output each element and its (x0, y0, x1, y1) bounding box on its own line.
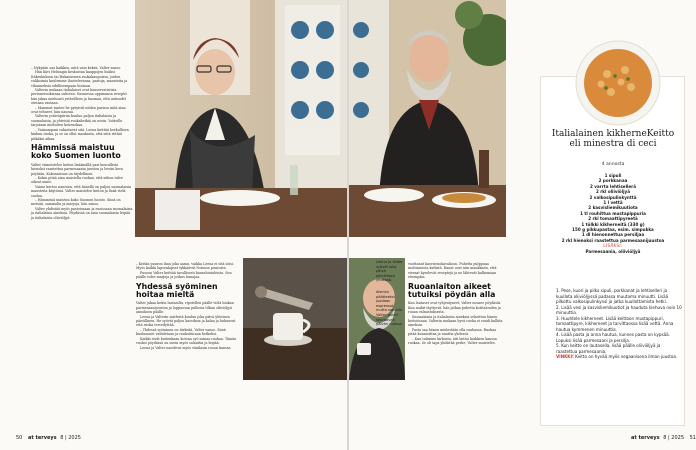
paragraph: Valterin ystäväpiiriin kuuluu paljon italialaisia ja suomalaisia, ja yhteisiä ruokahetkiä on usein. Ystäville tarjotaan mieluiten kotiruokaa. (31, 114, 123, 128)
section-heading: Hämmissä maistuu koko Suomen luonto (31, 142, 121, 161)
soup-bowl-image (573, 40, 663, 126)
right-footer (631, 435, 696, 441)
man-photo-image (349, 0, 506, 237)
tip-label: VINKKI! (556, 354, 574, 359)
paragraph: – Keitän puuron ihan joka aamu, vaikka Leena ei sitä söisi. Myös kaikki lapsenlapset tykkäävät Nonnon puurosta. (136, 262, 235, 271)
issue-number: 8 | 2025 (663, 435, 685, 441)
ingredient-item: 1 l vettä (603, 200, 623, 206)
left-page (0, 0, 347, 450)
paragraph: Puuron Valter keittää tavallisesti kaurahiutaleista. Sen päälle tulee marjoja ja joskus hunajaa. (136, 270, 232, 280)
paragraph: – Mammat tuntee he pysyivät niiden parissa mitä aina ovat tehneet, hän nauraa. (31, 105, 126, 115)
ingredient-item: 150 g pikkupastaa, esim. simpukka (572, 227, 654, 233)
photo-caption: Leena ja Valter syövät joka päivä päivällisen yhdessä. (376, 260, 403, 283)
paragraph: Kun lautaset ovat tyhjentyneet, Valter nousee pöydästä. Kun mukit täyttyvät, hän jatkaa puhetta kotitalouden ja ruoan valmistuksesta. (408, 301, 502, 315)
ingredient-item: 1 tölkki kikherneitä (330 g) (581, 221, 645, 227)
ingredient-list (550, 173, 676, 254)
ingredient-item: 1 dl hienonnettua persiljaa (581, 232, 645, 238)
right-column-1 (408, 262, 504, 346)
paragraph: – Hämmissä maistuu koko Suomen luonto. Siinä on metsää, sammalta ja marjoja, hän sanoo. (31, 197, 121, 207)
recipe-step: 4. Lisää pasta ja anna hautua, kunnes pasta on kypsää. Lopuksi lisää parmesaani ja persilja. (556, 332, 670, 343)
recipe-tip (556, 354, 682, 360)
paragraph: Leena ja Valterin mielestä kuuluu joka päivä yhteinen päivällinen. He syövät paljon kasviksia ja kalaa ja huhuavat että ruoka tervedyttää. (136, 314, 236, 328)
paragraph: Pasta saa hänen mielestään olla rauhassa. Ruokaa pitää kunnioittaa ja nauttia yhdessä. (408, 327, 497, 337)
paragraph: – Yhdessä syöminen on tärkeää, Valter sanoo. Siinä kuulumiset vaihdetaan ja rauhoitutaan hetkeksi. (136, 327, 226, 337)
paragraph: Valter jakaa kotiin laatasilta, ripotellen päälle vielä hiukan parmesaanijuustoa ja loppuosan pullosta tilkan oliiviöljyä annoksen päälle. (136, 301, 234, 315)
paragraph: Vaimo kertoo nauraen, että hänellä on paljon suomalaisia mausteita käytössä. Valter maistelee keiton ja lisää vielä suolaa. (31, 184, 132, 198)
left-column-2 (136, 262, 239, 350)
paragraph: Leena ja Valter nauttivat myös viinilasin ruoan kanssa. (140, 345, 232, 350)
espresso-photo (243, 258, 347, 380)
man-photo (349, 0, 506, 237)
espresso-photo-image (243, 258, 347, 380)
magazine-name: at terveys (631, 435, 660, 441)
recipe-step: 3. Huuhtele kikherneet. Lisää keittoon mustapippuri, tomaattipyre, kikherneet ja tarvittaessa lisää vettä. Anna hautua kymmenen minuuttia. (556, 315, 674, 332)
paragraph: Valterin mukaan italialaiset ovat konservatiivisia perinneruokiensa suhteen. Suomessa oppimansa reseptit hän jakaa mieluusti ystävilleen ja huomaa, että uutuudet otetaan vastaan. (31, 88, 127, 106)
recipe-step: 1. Pese, kuori ja pilko sipuli, porkkanat ja lehtiselleri ja kuullota oliiviöljyssä padassa muutama minuutti. Lisää pilkottu valkosipulinkynsi ja jatka kuullottamista hetki. (556, 288, 669, 304)
recipe-servings: 4 annosta (601, 162, 625, 167)
paragraph: Valter viimeistelee keiton lisäämällä pari kourallista hienoksi raastettua parmesaania juuston ja leivän kera pöytään. Kokonaisuus on täydellinen. (31, 162, 123, 176)
ingredient-item: 1 tl rouhittua mustapippuria (580, 210, 646, 216)
paragraph: – Vaimompani rakastavat sitä. Leena keittää herkullisen kinkun ruoka, ja se on ollut maukasta, että siitä riittää pitkäksi aikaa. (31, 127, 129, 141)
soup-bowl-photo (573, 40, 663, 126)
ingredient-item: 2 kasvisliemikuutiota (588, 205, 638, 211)
paragraph: Suomalaisia ja italialaisia aineksia sekoittuu hänen keitoissaan. Valterin mukaan hyvä ruoka ei vaadi kalliita aineksia. (408, 314, 503, 328)
left-column-1 (31, 66, 133, 220)
extras-item: Parmesaania, oliiviöljyä (585, 248, 641, 254)
dining-photo-image (135, 0, 347, 237)
paragraph: Valter yhdistää myös pastoissaan ja ruoissaan suomalaisia ja italialaisia aineksia. Pöydässä on aina suomalaista leipää ja italialaista oliiviöljyä. (31, 206, 133, 220)
ingredient-item: 2 rkl tomaattipyreetä (588, 216, 638, 222)
page-number: 51 (689, 435, 696, 441)
tip-text: Keitto on hyvää myös vegaanisena ilman juustoa. (575, 354, 678, 359)
paragraph: – Kokin pitää aina maistella ruokaa, että siihen tulee oikeat maut. (31, 175, 123, 185)
ingredient-item: 2 rkl hienoksi raastettua parmesaanijuustoa (561, 237, 665, 243)
section-heading: Ruoanlaiton aikeet tutuiksi pöydän alla (408, 281, 496, 300)
section-heading: Yhdessä syöminen hoitaa mieltä (136, 281, 218, 300)
ingredient-item: 2 porkkanaa (598, 178, 628, 184)
recipe-title: Italialainen kikherneKeitto eli minestra di ceci (551, 129, 675, 149)
dining-photo (135, 0, 347, 237)
paragraph: – Kun tulimme kirkosta, äiti laittoi kaikkien kanssa ruokaa. Se oli tapa yhdistää perhe, Valter muistelee. (408, 336, 497, 346)
ingredient-item: 2 varrta lehtisellerä (590, 183, 636, 189)
paragraph: Kaikki eivät kuitenkaan kotona syö samaa ruokaa. Tämän vuoksi pöydässä on usein myös salaattia ja leipää. (136, 336, 237, 346)
recipe-step: 5. Kun keitto on lautasella, lisää päälle oliiviöljyä ja raastettua parmesaania. (556, 343, 661, 354)
paragraph: vuottanut kasvisruokavalioon. Puhetta pulppuaa molemmista kielistä. Ruuat ovat niin maukkaita, että vieraat kyselevät reseptejä ja ne lähtevät kulkemaan eteenpäin. (408, 262, 497, 280)
issue-number: 8 | 2025 (60, 435, 81, 441)
left-footer (16, 435, 81, 441)
ingredient-item: 1 sipuli (604, 173, 622, 178)
recipe-step: 2. Lisää vesi ja kasvisliemikuutiot ja hauduta kiehuva noin 10 minuuttia. (556, 304, 682, 315)
extras-label: LISÄKSI: (603, 243, 623, 249)
page-number: 50 (16, 435, 23, 441)
photo-caption: Aterian päätteeksi juodaan espressot, mutta samalla Valter pohtii seuraavan päivän ruokaa. (376, 290, 403, 327)
recipe-steps (556, 288, 682, 360)
paragraph: – Nykyään saa kaikkea, mitä vain keksii, Valter sanoo. (31, 66, 122, 70)
magazine-name: at terveys (27, 435, 57, 441)
ingredient-item: 2 valkosipulinkynttä (589, 194, 637, 200)
paragraph: Hän kävi Helsingin keskustan kauppojen lisäksi Itäkeskuksen tai Hakaniemen ruokakaupoissa, joiden valikoimia kuulemme ihastelevansa, pastoja, mausteita ja vihanneksia edullisempaan hintaan. (31, 70, 128, 88)
ingredient-item: 2 rkl oliiviöljyä (596, 189, 630, 195)
